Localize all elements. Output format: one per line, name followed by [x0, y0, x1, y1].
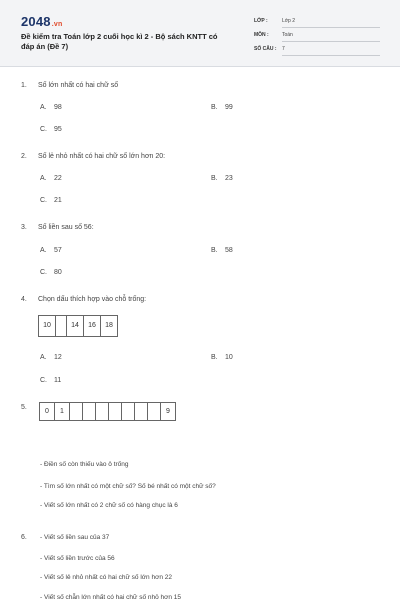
question-number: 4.: [21, 296, 27, 303]
sequence-cell-blank[interactable]: [56, 316, 67, 336]
q1-option-c[interactable]: C. 95: [40, 126, 62, 133]
q5-task-3: - Viết số lớn nhất có 2 chữ số có hàng chục là 6: [40, 502, 178, 509]
grid-cell-blank[interactable]: [96, 403, 109, 420]
worksheet-header: [0, 0, 400, 67]
q4-number-sequence: [38, 315, 118, 337]
grid-cell-blank[interactable]: [148, 403, 161, 420]
q4-option-a[interactable]: A. 12: [40, 354, 62, 361]
meta-subject-value: Toán: [282, 32, 380, 42]
sequence-cell: 16: [84, 316, 101, 336]
meta-class-row: [254, 17, 380, 29]
q2-option-a[interactable]: A. 22: [40, 175, 62, 182]
question-number: 6.: [21, 534, 27, 541]
q5-task-2: - Tìm số lớn nhất có một chữ số? Số bé nhất có một chữ số?: [40, 483, 216, 490]
question-number: 5.: [21, 404, 27, 411]
meta-class-label: LỚP :: [254, 18, 268, 24]
sequence-cell: 18: [105, 322, 113, 329]
question-number: 1.: [21, 82, 27, 89]
question-stem: Số lớn nhất có hai chữ số: [38, 82, 119, 89]
grid-cell-blank[interactable]: [83, 403, 96, 420]
question-number: 3.: [21, 224, 27, 231]
grid-cell: 0: [40, 403, 55, 420]
grid-cell: 1: [55, 403, 70, 420]
grid-cell: 9: [166, 408, 170, 415]
q6-task-2: - Viết số liền trước của 56: [40, 555, 115, 562]
q2-option-c[interactable]: C. 21: [40, 197, 62, 204]
q5-task-1: - Điền số còn thiếu vào ô trống: [40, 461, 129, 468]
q6-task-1: - Viết số liền sau của 37: [40, 534, 110, 541]
q3-option-a[interactable]: A. 57: [40, 247, 62, 254]
meta-count-value: 7: [282, 46, 380, 56]
grid-cell-blank[interactable]: [70, 403, 83, 420]
q6-task-4: - Viết số chẵn lớn nhất có hai chữ số nhỏ hơn 15: [40, 594, 182, 600]
meta-count-label: SỐ CÂU :: [254, 46, 277, 52]
q2-option-b[interactable]: B. 23: [211, 175, 233, 182]
grid-cell-blank[interactable]: [135, 403, 148, 420]
meta-class-value: Lớp 2: [282, 18, 380, 28]
q1-option-b[interactable]: B. 99: [211, 104, 233, 111]
q5-number-grid: [39, 402, 176, 421]
worksheet-title: Đề kiểm tra Toán lớp 2 cuối học kì 2 - Bộ sách KNTT có đáp án (Đề 7): [21, 32, 218, 51]
question-number: 2.: [21, 153, 27, 160]
question-stem: Chọn dấu thích hợp vào chỗ trống:: [38, 296, 147, 303]
site-logo[interactable]: 2048.vn: [21, 14, 63, 29]
sequence-cell: 10: [39, 316, 56, 336]
q6-task-3: - Viết số lẻ nhỏ nhất có hai chữ số lớn hơn 22: [40, 574, 173, 581]
q3-option-c[interactable]: C. 80: [40, 269, 62, 276]
grid-cell-blank[interactable]: [122, 403, 135, 420]
meta-count-row: [254, 45, 380, 57]
sequence-cell: 14: [67, 316, 84, 336]
meta-subject-row: [254, 31, 380, 43]
question-stem: Số lẻ nhỏ nhất có hai chữ số lớn hơn 20:: [38, 153, 166, 160]
question-stem: Số liền sau số 56:: [38, 224, 94, 231]
q1-option-a[interactable]: A. 98: [40, 104, 62, 111]
q4-option-b[interactable]: B. 10: [211, 354, 233, 361]
grid-cell-blank[interactable]: [109, 403, 122, 420]
q4-option-c[interactable]: C. 11: [40, 377, 62, 384]
meta-subject-label: MÔN :: [254, 32, 269, 38]
q3-option-b[interactable]: B. 58: [211, 247, 233, 254]
